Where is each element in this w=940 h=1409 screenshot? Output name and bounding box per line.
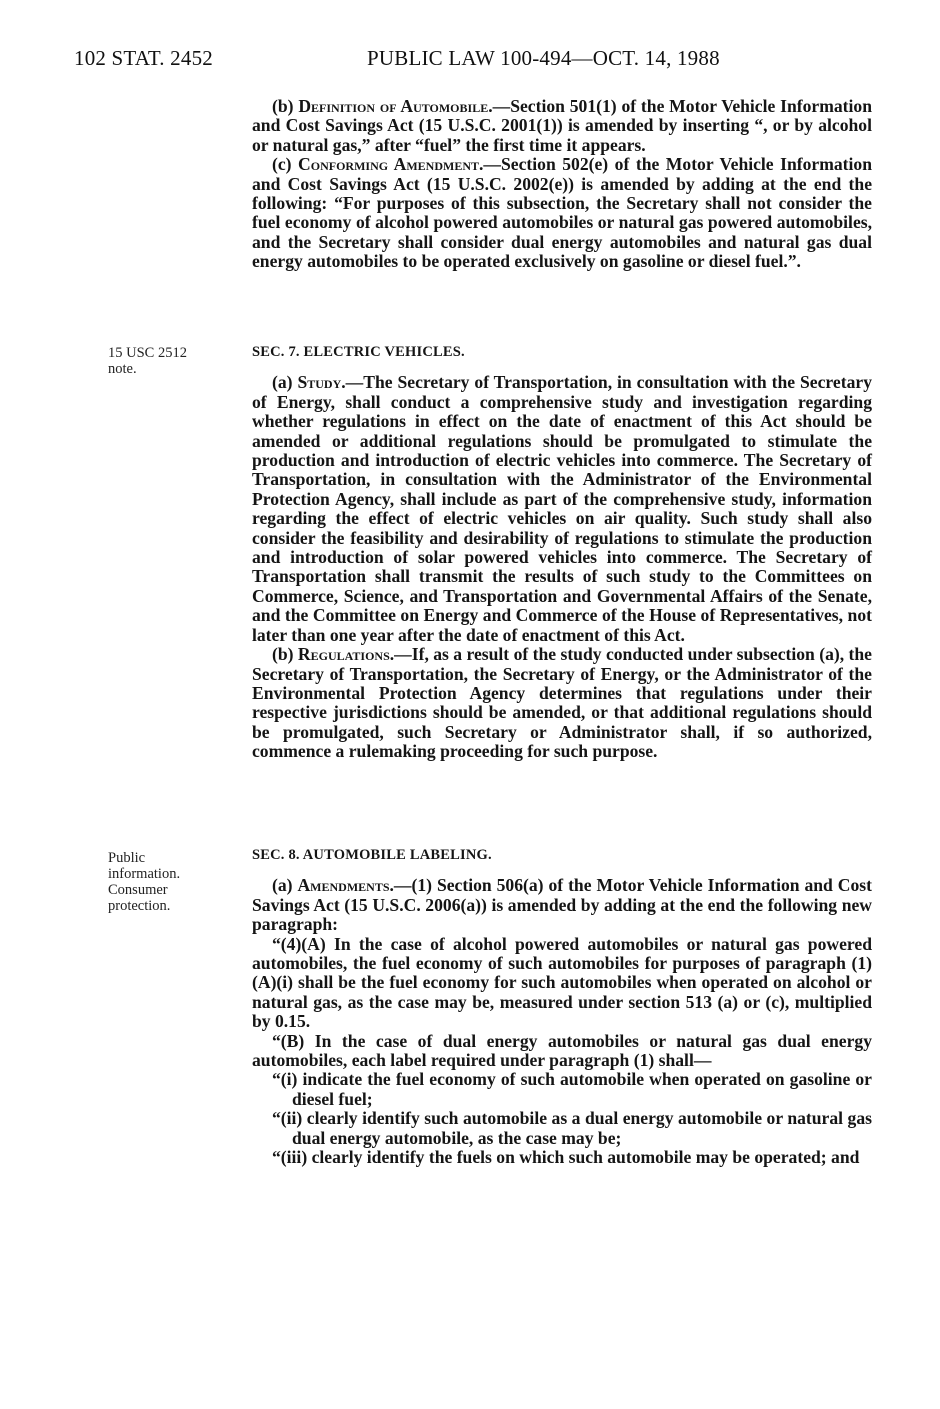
- section-8-heading: SEC. 8. AUTOMOBILE LABELING.: [252, 847, 492, 863]
- paragraph-c-conforming: [252, 155, 872, 271]
- paragraph-b-definition: [252, 97, 872, 155]
- paragraph-caption: Regulations: [297, 644, 390, 665]
- paragraph-7b-regulations: [252, 645, 872, 761]
- paragraph-label: (a): [272, 372, 298, 393]
- paragraph-caption: Definition of Automobile: [298, 96, 489, 116]
- section-7-heading: SEC. 7. ELECTRIC VEHICLES.: [252, 344, 465, 360]
- margin-note-sec8: [108, 850, 248, 914]
- text-block-subsections-b-c: [252, 97, 872, 272]
- paragraph-caption: Amendments: [297, 875, 390, 896]
- margin-note-line: Public: [108, 850, 146, 866]
- paragraph-label: (c): [272, 154, 299, 175]
- margin-note-line: information.: [108, 866, 181, 882]
- item-text: “(i) indicate the fuel economy of such automobile when operated on gasoline or diesel fuel;: [272, 1069, 872, 1109]
- public-law-title: PUBLIC LAW 100-494—OCT. 14, 1988: [367, 46, 720, 70]
- item-text: “(iii) clearly identify the fuels on which such automobile may be operated; and: [272, 1147, 860, 1168]
- margin-note-line: Consumer: [108, 882, 168, 898]
- paragraph-text: .—(1) Section 506(a) of the Motor Vehicle Information and Cost Savings Act (15 U.S.C. 2006(a)) is amended by adding at the end the following new paragraph:: [252, 875, 872, 935]
- item-ii: [252, 1109, 872, 1148]
- paragraph-8a-amendments: [252, 876, 872, 934]
- item-text: “(ii) clearly identify such automobile as a dual energy automobile or natural gas dual energy automobile, as the case may be;: [272, 1108, 872, 1148]
- text-block-section-8: [252, 846, 872, 1168]
- paragraph-label: (a): [272, 875, 298, 896]
- paragraph-text: .—Section 502(e) of the Motor Vehicle Information and Cost Savings Act (15 U.S.C. 2002(e)) is amended by adding at the end the following: “For purposes of this subsection, the Secretary shall not consider the fuel economy of alcohol powered automobiles or natural gas powered automobiles, and the Secretary shall consider dual energy automobiles and natural gas dual energy automobiles to be operated exclusively on gasoline or diesel fuel.”.: [252, 154, 873, 272]
- item-iii: [252, 1148, 872, 1167]
- item-i: [252, 1070, 872, 1109]
- margin-note-line: note.: [108, 361, 137, 377]
- paragraph-label: (b): [272, 644, 298, 665]
- paragraph-text: .—Section 501(1) of the Motor Vehicle Information and Cost Savings Act (15 U.S.C. 2001(1)) is amended by inserting “, or by alcohol or natural gas,” after “fuel” the first time it appears.: [252, 96, 872, 155]
- paragraph-text: .—The Secretary of Transportation, in consultation with the Secretary of Energy, shall conduct a comprehensive study and investigation regarding whether regulations in effect on the date of enactment of this Act should be amended or additional regulations should be promulgated to stimulate the production and introduction of electric vehicles into commerce. The Secretary of Transportation, in consultation with the Administrator of the Environmental Protection Agency, shall include as part of the comprehensive study, information regarding the effect of electric vehicles on air quality. Such study shall also consider the feasibility and desirability of regulations to stimulate the production and introduction of solar powered vehicles into commerce. The Secretary of Transportation shall transmit the results of such study to the Committees on Commerce, Science, and Transportation and Governmental Affairs of the Senate, and the Committee on Energy and Commerce of the House of Representatives, not later than one year after the date of enactment of this Act.: [252, 372, 872, 645]
- stat-page-number: 102 STAT. 2452: [74, 46, 213, 70]
- paragraph-text: .—If, as a result of the study conducted under subsection (a), the Secretary of Transportation, the Secretary of Energy, or the Administrator of the Environmental Protection Agency determines that regulations under their respective jurisdictions should be amended, or that additional regulations should be promulgated, such Secretary or Administrator shall, if so authorized, commence a rulemaking proceeding for such purpose.: [252, 644, 872, 762]
- paragraph-4A: “(4)(A) In the case of alcohol powered automobiles or natural gas powered automobiles, the fuel economy of such automobiles for purposes of paragraph (1)(A)(i) shall be the fuel economy for such automobiles when operated on alcohol or natural gas, as the case may be, measured under section 513 (a) or (c), multiplied by 0.15.: [252, 933, 872, 1032]
- paragraph-7a-study: [252, 373, 872, 645]
- margin-note-line: 15 USC 2512: [108, 345, 187, 361]
- paragraph-4B: “(B) In the case of dual energy automobiles or natural gas dual energy automobiles, each label required under paragraph (1) shall—: [252, 1030, 872, 1071]
- text-block-section-7: [252, 343, 872, 762]
- paragraph-label: (b): [272, 96, 299, 116]
- margin-note-line: protection.: [108, 898, 171, 914]
- paragraph-caption: Conforming Amendment: [298, 154, 479, 175]
- margin-note-sec7: [108, 345, 248, 377]
- page-header: [74, 46, 874, 76]
- paragraph-caption: Study: [297, 372, 342, 393]
